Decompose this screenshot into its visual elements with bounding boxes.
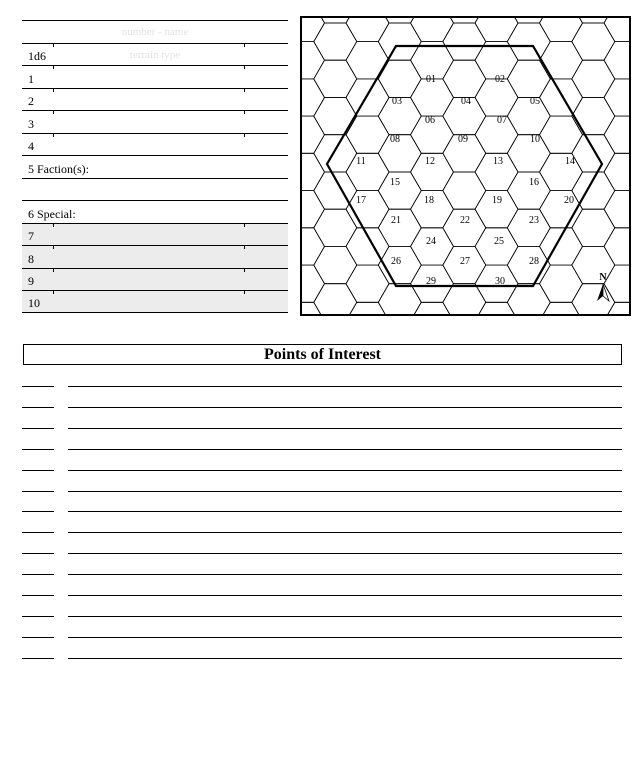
table-row (22, 223, 288, 246)
table-row (22, 245, 288, 268)
hex-number: 11 (356, 156, 366, 167)
table-row-label: 3 (28, 116, 34, 131)
poi-description-line (68, 616, 622, 617)
hex-cell (378, 284, 421, 316)
hex-number: 14 (565, 156, 575, 167)
hex-number: 05 (530, 96, 540, 107)
poi-header (23, 344, 622, 365)
poi-number-line (22, 658, 54, 659)
poi-description-line (68, 449, 622, 450)
hex-number: 08 (390, 134, 400, 145)
hex-number: 03 (392, 96, 402, 107)
terrain-placeholder: terrain type (129, 48, 181, 61)
hex-number: 02 (495, 74, 505, 85)
hex-cell (443, 60, 486, 97)
poi-number-line (22, 428, 54, 429)
hex-cell (300, 42, 325, 79)
poi-description-line (68, 658, 622, 659)
hex-cell (300, 191, 325, 228)
hex-number: 17 (356, 195, 366, 206)
table-row-label: 1 (28, 71, 34, 86)
table-row-special (22, 200, 288, 223)
hex-number: 21 (391, 215, 401, 226)
map-border (301, 17, 630, 315)
hex-cell (604, 265, 631, 302)
hex-number: 22 (460, 215, 470, 226)
hex-cell (572, 135, 615, 172)
table-row-label: 2 (28, 94, 34, 108)
poi-description-line (68, 470, 622, 471)
hex-number: 13 (493, 156, 503, 167)
hex-number: 12 (425, 156, 435, 167)
table-row (22, 110, 288, 133)
hex-cell (572, 60, 615, 97)
hex-cell (507, 135, 550, 172)
hex-cell (314, 209, 357, 246)
hex-cell (507, 284, 550, 316)
hex-cell (604, 302, 631, 316)
poi-number-line (22, 637, 54, 638)
hex-number: 30 (495, 276, 505, 287)
table-row-label: 4 (28, 139, 34, 153)
table-row-label: 9 (28, 274, 34, 288)
hex-cell (346, 16, 389, 42)
table-row (22, 290, 288, 313)
north-label: N (599, 272, 607, 283)
table-row (22, 178, 288, 201)
hex-number: 26 (391, 256, 401, 267)
hex-cell (604, 228, 631, 265)
poi-description-line (68, 491, 622, 492)
hex-cell (604, 16, 631, 42)
hex-cell (346, 265, 389, 302)
poi-title: Points of Interest (263, 346, 382, 363)
hex-cell (346, 42, 389, 79)
table-row-label: 5 Faction(s): (28, 161, 89, 176)
poi-description-line (68, 553, 622, 554)
table-row (22, 268, 288, 291)
poi-description-line (68, 574, 622, 575)
hex-cell (604, 42, 631, 79)
hex-labels (356, 74, 575, 287)
hex-cell (604, 153, 631, 190)
hex-cell (314, 284, 357, 316)
poi-number-line (22, 491, 54, 492)
hex-cell (443, 172, 486, 209)
hex-number: 10 (530, 134, 540, 145)
hex-cell (314, 246, 357, 283)
poi-number-line (22, 574, 54, 575)
hex-cell (540, 42, 583, 79)
hex-cell (572, 209, 615, 246)
poi-number-line (22, 553, 54, 554)
hex-number: 24 (426, 236, 436, 247)
hex-number: 04 (461, 96, 471, 107)
table-row-1d6 (22, 43, 288, 66)
hex-cell (314, 23, 357, 60)
name-placeholder: number - name (121, 26, 189, 38)
hex-number: 09 (458, 134, 468, 145)
poi-description-line (68, 637, 622, 638)
hex-number: 15 (390, 177, 400, 188)
hex-cell (300, 153, 325, 190)
poi-number-line (22, 449, 54, 450)
hex-cell (443, 23, 486, 60)
hex-number: 25 (494, 236, 504, 247)
table-row (22, 88, 288, 111)
hex-cell (411, 16, 454, 42)
hex-cell (314, 135, 357, 172)
poi-description-line (68, 386, 622, 387)
hex-cell (507, 98, 550, 135)
hex-cells (300, 16, 631, 316)
table-row-factions (22, 155, 288, 178)
poi-number-line (22, 407, 54, 408)
hex-cell (572, 98, 615, 135)
hex-cell (300, 265, 325, 302)
table-row (22, 65, 288, 88)
hex-cell (540, 153, 583, 190)
hex-cell (540, 265, 583, 302)
poi-description-line (68, 595, 622, 596)
poi-description-line (68, 511, 622, 512)
table-row (22, 133, 288, 156)
hex-number: 06 (425, 115, 435, 126)
hex-cell (507, 23, 550, 60)
hex-grid (300, 16, 631, 316)
hex-number: 23 (529, 215, 539, 226)
poi-number-line (22, 511, 54, 512)
hex-number: 20 (564, 195, 574, 206)
poi-description-line (68, 428, 622, 429)
poi-description-line (68, 532, 622, 533)
hex-number: 01 (426, 74, 436, 85)
hex-number: 16 (529, 177, 539, 188)
table-row-label: 10 (28, 295, 40, 310)
hex-cell (378, 23, 421, 60)
hex-cell (314, 98, 357, 135)
poi-number-line (22, 616, 54, 617)
hex-cell (346, 79, 389, 116)
region-outline (327, 46, 602, 286)
table-row-label: 1d6 (28, 49, 46, 63)
hex-number: 28 (529, 256, 539, 267)
hex-cell (314, 60, 357, 97)
hex-cell (443, 284, 486, 316)
hex-number: 18 (424, 195, 434, 206)
hex-cell (572, 23, 615, 60)
hex-number: 07 (497, 115, 507, 126)
hex-cell (346, 153, 389, 190)
poi-number-line (22, 532, 54, 533)
hex-number: 27 (460, 256, 470, 267)
hex-cell (300, 228, 325, 265)
hex-map (300, 16, 631, 316)
hex-number: 29 (426, 276, 436, 287)
table-row-header (22, 20, 288, 43)
table-row-label: 7 (28, 229, 34, 243)
hex-cell (300, 116, 325, 153)
poi-number-line (22, 595, 54, 596)
hex-cell (540, 228, 583, 265)
hex-cell (540, 16, 583, 42)
hex-cell (475, 16, 518, 42)
hex-cell (604, 116, 631, 153)
north-arrow-icon (597, 272, 609, 301)
hex-cell (604, 79, 631, 116)
hex-cell (572, 246, 615, 283)
poi-number-line (22, 386, 54, 387)
hex-number: 19 (492, 195, 502, 206)
table-row-label: 6 Special: (28, 206, 76, 221)
hex-cell (540, 79, 583, 116)
location-table (22, 20, 288, 313)
poi-description-line (68, 407, 622, 408)
hex-cell (604, 191, 631, 228)
poi-number-line (22, 470, 54, 471)
table-row-label: 8 (28, 251, 34, 266)
hex-cell (300, 79, 325, 116)
